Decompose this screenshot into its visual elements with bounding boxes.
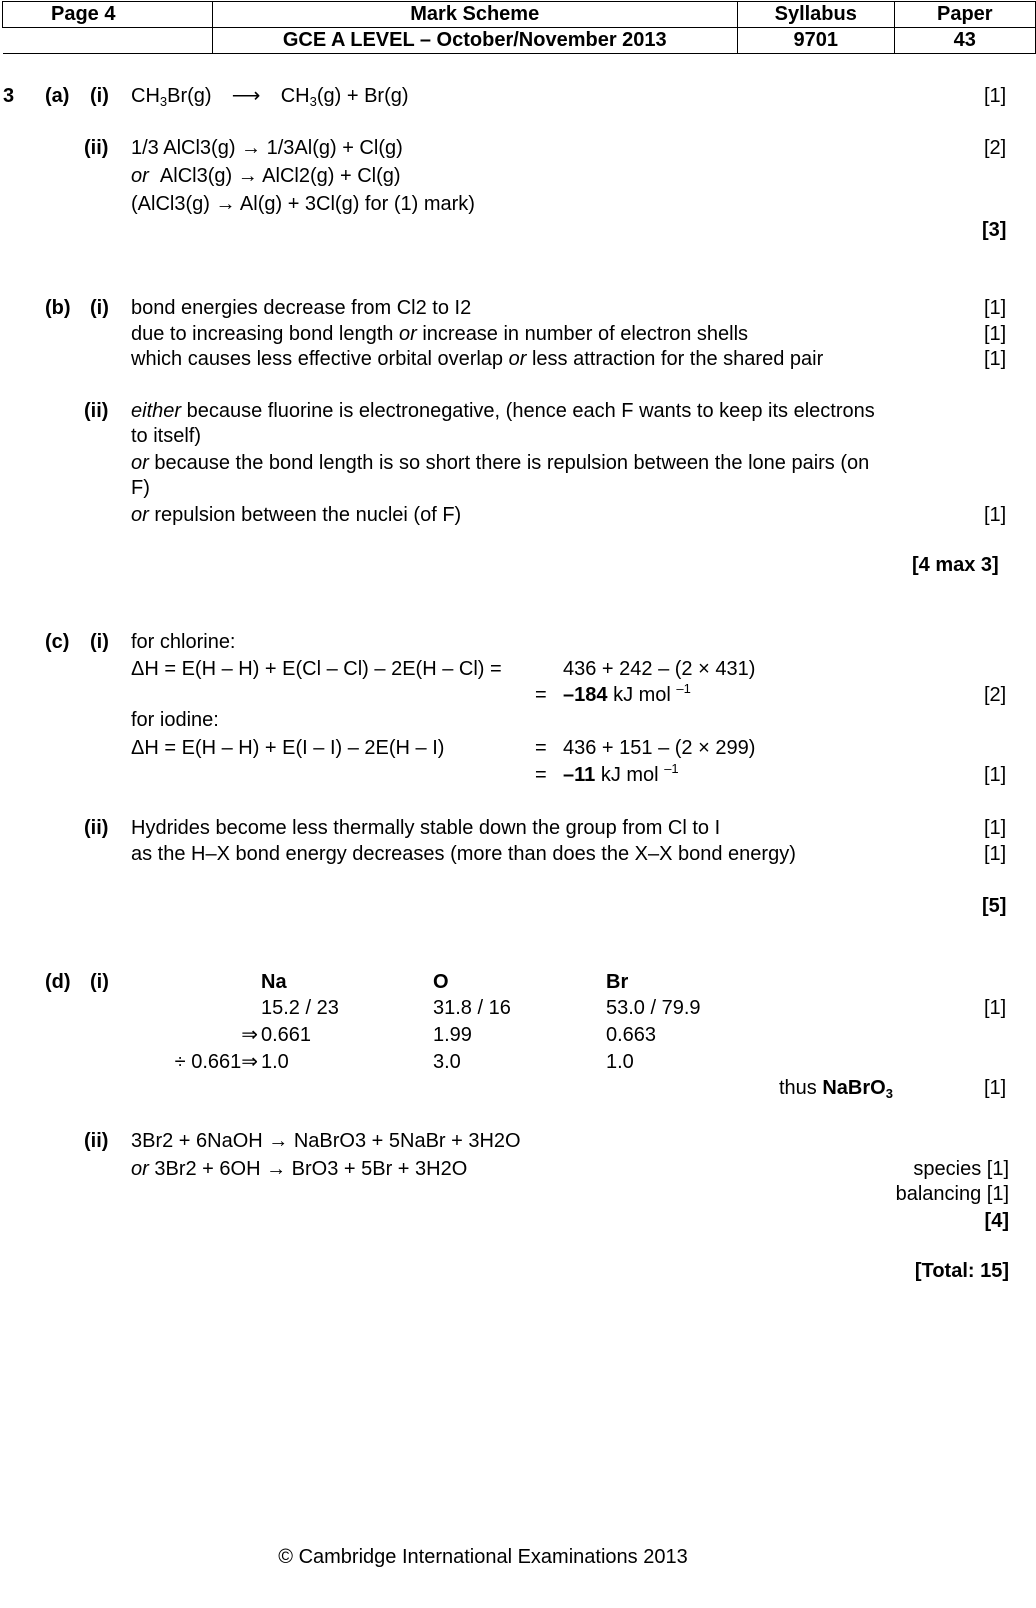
part-d-label: (d) <box>45 971 71 993</box>
thus-formula: thus NaBrO$_3$ <box>779 1077 893 1101</box>
col-na: Na <box>261 971 287 993</box>
header-table <box>2 1 1036 54</box>
part-d-ii-line2: or 3Br2 + 6OH → BrO3 + 5Br + 3H2O <box>131 1158 468 1180</box>
part-a-total: [3] <box>982 219 1007 241</box>
part-b-ii-line4: F) <box>131 477 150 499</box>
iodine-equation: ΔH = E(H – H) + E(I – I) – 2E(H – I) <box>131 737 445 759</box>
part-d-total: [4] <box>984 1210 1009 1232</box>
part-c-ii-mark2: [1] <box>984 843 1007 865</box>
part-a-i-mark: [1] <box>984 85 1007 107</box>
part-c-ii-line1: Hydrides become less thermally stable down the group from Cl to I <box>131 817 721 839</box>
part-b-ii-line2: to itself) <box>131 425 202 447</box>
chlorine-result: –184 kJ mol $^{-1}$ <box>563 681 691 706</box>
part-b-ii-line1: either because fluorine is electronegative, (hence each F wants to keep its electrons <box>131 400 875 422</box>
page-number: Page 4 <box>3 2 213 28</box>
part-b-ii-line5: or repulsion between the nuclei (of F) <box>131 504 462 526</box>
iodine-mark: [1] <box>984 764 1007 786</box>
row3-o: 3.0 <box>433 1051 461 1073</box>
part-d-i-mark1: [1] <box>984 997 1007 1019</box>
part-a-i-label: (i) <box>90 85 109 107</box>
part-a-ii-label: (ii) <box>84 137 109 159</box>
part-a-ii-line3: (AlCl3(g) → Al(g) + 3Cl(g) for (1) mark) <box>131 193 475 215</box>
for-chlorine-label: for chlorine: <box>131 631 236 653</box>
part-b-ii-mark: [1] <box>984 504 1007 526</box>
col-br: Br <box>606 971 629 993</box>
exam-title: GCE A LEVEL – October/November 2013 <box>212 28 737 54</box>
part-b-ii-label: (ii) <box>84 400 109 422</box>
chlorine-equals: = <box>535 684 547 706</box>
chlorine-mark: [2] <box>984 684 1007 706</box>
row3-br: 1.0 <box>606 1051 634 1073</box>
part-c-ii-mark1: [1] <box>984 817 1007 839</box>
part-c-ii-line2: as the H–X bond energy decreases (more than does the X–X bond energy) <box>131 843 796 865</box>
row3-prefix: ÷ 0.661⇒ <box>174 1051 258 1073</box>
part-a-ii-mark: [2] <box>984 137 1007 159</box>
grand-total: [Total: 15] <box>914 1260 1009 1282</box>
balancing-mark: balancing [1] <box>895 1183 1009 1205</box>
part-c-total: [5] <box>982 895 1007 917</box>
part-c-ii-label: (ii) <box>84 817 109 839</box>
row1-na: 15.2 / 23 <box>261 997 339 1019</box>
iodine-equals-1: = <box>535 737 547 759</box>
part-b-ii-line3: or because the bond length is so short there is repulsion between the lone pairs (on <box>131 452 870 474</box>
row2-o: 1.99 <box>433 1024 472 1046</box>
header-blank-cell <box>3 28 213 54</box>
syllabus-code: 9701 <box>737 28 894 54</box>
part-b-i-label: (i) <box>90 297 109 319</box>
footer-copyright: © Cambridge International Examinations 2013 <box>278 1546 688 1568</box>
part-a-label: (a) <box>45 85 70 107</box>
scheme-title: Mark Scheme <box>212 2 737 28</box>
for-iodine-label: for iodine: <box>131 709 219 731</box>
part-b-i-mark1: [1] <box>984 297 1007 319</box>
paper-label: Paper <box>894 2 1035 28</box>
part-a-i-equation: $CH_3Br(g)$ ⟶ $CH_3(g) + Br(g)$ <box>131 85 409 109</box>
row2-prefix: ⇒ <box>241 1024 258 1046</box>
iodine-result: –11 kJ mol $^{-1}$ <box>563 761 679 786</box>
row1-br: 53.0 / 79.9 <box>606 997 701 1019</box>
part-b-i-mark3: [1] <box>984 348 1007 370</box>
row1-o: 31.8 / 16 <box>433 997 511 1019</box>
row2-br: 0.663 <box>606 1024 657 1046</box>
paper-code: 43 <box>894 28 1035 54</box>
row2-na: 0.661 <box>261 1024 312 1046</box>
part-b-label: (b) <box>45 297 71 319</box>
part-b-i-line2: due to increasing bond length or increase in number of electron shells <box>131 323 749 345</box>
part-b-i-line3: which causes less effective orbital overlap or less attraction for the shared pair <box>131 348 824 370</box>
part-a-ii-line2: or AlCl3(g) → AlCl2(g) + Cl(g) <box>131 165 401 187</box>
part-d-ii-line1: 3Br2 + 6NaOH → NaBrO3 + 5NaBr + 3H2O <box>131 1130 521 1152</box>
part-b-i-line1: bond energies decrease from Cl2 to I2 <box>131 297 472 319</box>
chlorine-equation: ΔH = E(H – H) + E(Cl – Cl) – 2E(H – Cl) = <box>131 658 502 680</box>
iodine-calculation: 436 + 151 – (2 × 299) <box>563 737 756 759</box>
col-o: O <box>433 971 449 993</box>
syllabus-label: Syllabus <box>737 2 894 28</box>
question-number: 3 <box>3 85 15 107</box>
part-a-ii-line1: 1/3 AlCl3(g) → 1/3Al(g) + Cl(g) <box>131 137 403 159</box>
part-b-total: [4 max 3] <box>912 554 999 576</box>
part-d-ii-label: (ii) <box>84 1130 109 1152</box>
chlorine-calculation: 436 + 242 – (2 × 431) <box>563 658 756 680</box>
part-b-i-mark2: [1] <box>984 323 1007 345</box>
part-d-i-mark2: [1] <box>984 1077 1007 1099</box>
row3-na: 1.0 <box>261 1051 289 1073</box>
part-c-i-label: (i) <box>90 631 109 653</box>
part-d-i-label: (i) <box>90 971 109 993</box>
iodine-equals-2: = <box>535 764 547 786</box>
species-mark: species [1] <box>913 1158 1009 1180</box>
part-c-label: (c) <box>45 631 70 653</box>
